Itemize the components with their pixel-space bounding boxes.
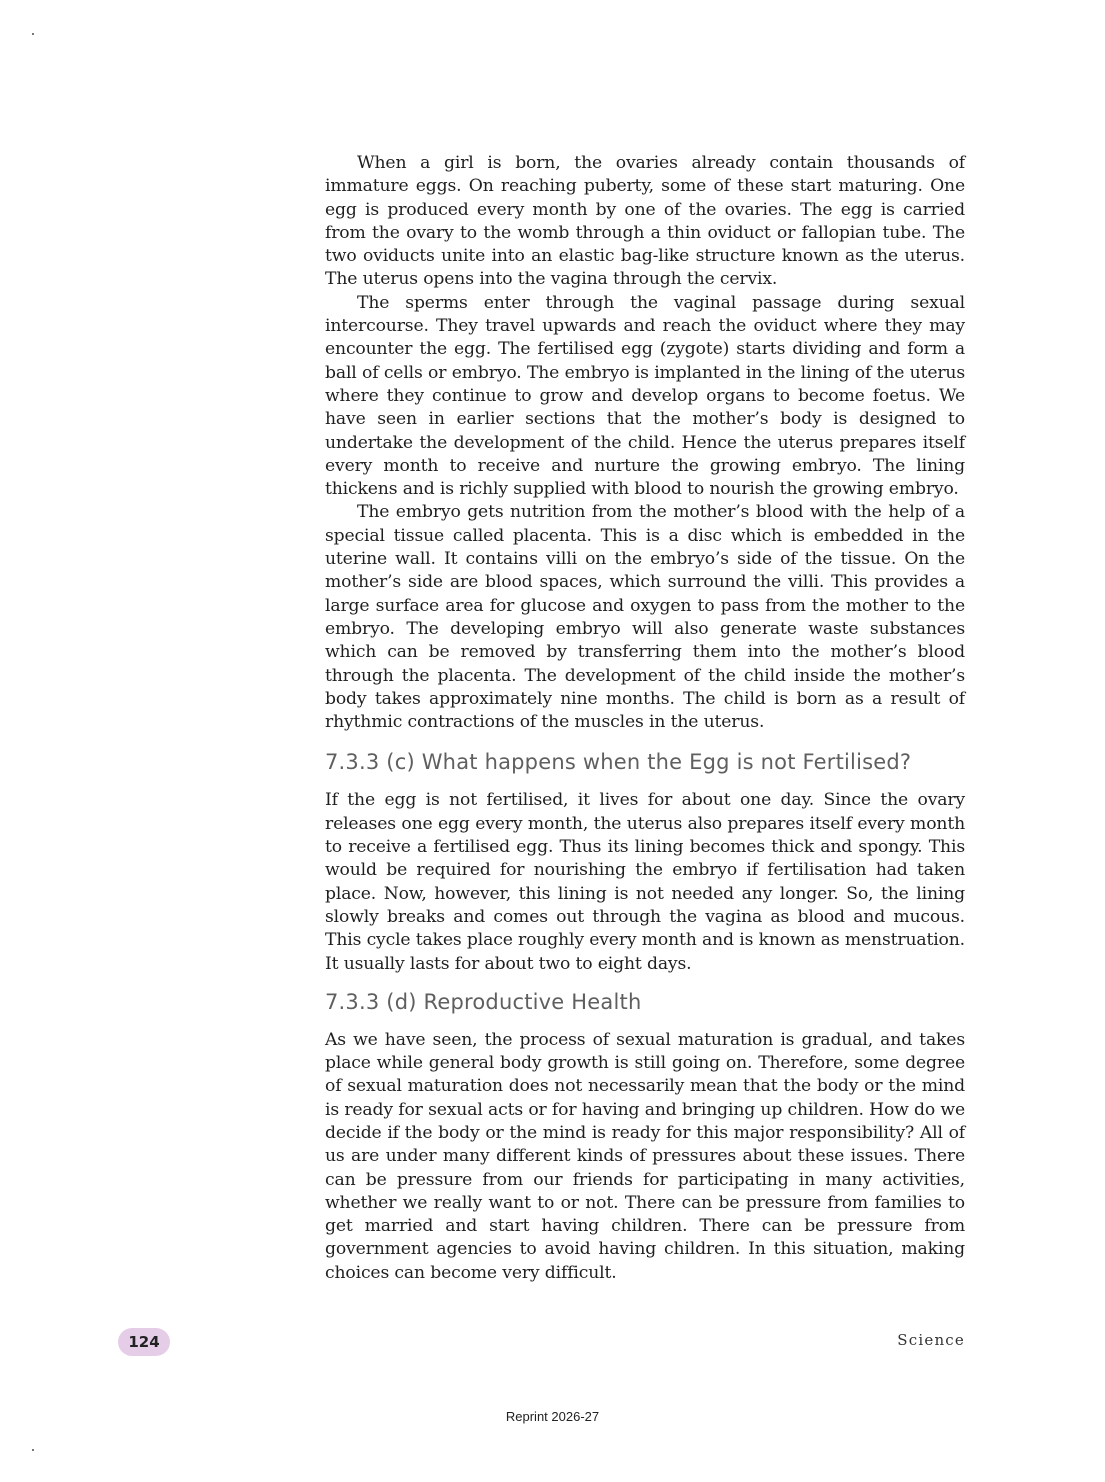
footer-subject: Science <box>897 1331 965 1349</box>
paragraph-ovaries: When a girl is born, the ovaries already contain thousands of immature eggs. On reaching puberty, some of these start maturing. One egg is produced every month by one of the ovaries. The egg is carried from the ovary to the womb through a thin oviduct or fallopian tube. The two oviducts unite into an elastic bag-like structure known as the uterus. The uterus opens into the vagina through the cervix. <box>325 153 965 290</box>
corner-mark-top <box>32 33 34 35</box>
reprint-notice: Reprint 2026-27 <box>505 1409 600 1424</box>
section-heading-reproductive-health: 7.3.3 (d) Reproductive Health <box>325 989 642 1014</box>
paragraph-menstruation: If the egg is not fertilised, it lives for about one day. Since the ovary releases one egg every month, the uterus also prepares itself every month to receive a fertilised egg. Thus its lining becomes thick and spongy. This would be required for nourishing the embryo if fertilisation had taken place. Now, however, this lining is not needed any longer. So, the lining slowly breaks and comes out through the vagina as blood and mucous. This cycle takes place roughly every month and is known as menstruation. It usually lasts for about two to eight days. <box>325 790 965 974</box>
page-content <box>325 152 965 1285</box>
paragraph-reproductive-health: As we have seen, the process of sexual maturation is gradual, and takes place while general body growth is still going on. Therefore, some degree of sexual maturation does not necessarily mean that the body or the mind is ready for sexual acts or for having and bringing up children. How do we decide if the body or the mind is ready for this major responsibility? All of us are under many different kinds of pressures about these issues. There can be pressure from our friends for participating in many activities, whether we really want to or not. There can be pressure from families to get married and start having children. There can be pressure from government agencies to avoid having children. In this situation, making choices can become very difficult. <box>325 1029 965 1283</box>
section-heading-egg-not-fertilised: 7.3.3 (c) What happens when the Egg is not Fertilised? <box>325 750 912 775</box>
page-number-badge: 124 <box>118 1328 170 1356</box>
paragraph-placenta: The embryo gets nutrition from the mother’s blood with the help of a special tissue called placenta. This is a disc which is embedded in the uterine wall. It contains villi on the embryo’s side of the tissue. On the mother’s side are blood spaces, which surround the villi. This provides a large surface area for glucose and oxygen to pass from the mother to the embryo. The developing embryo will also generate waste substances which can be removed by transferring them into the mother’s blood through the placenta. The development of the child inside the mother’s body takes approximately nine months. The child is born as a result of rhythmic contractions of the muscles in the uterus. <box>325 502 965 733</box>
corner-mark-bottom <box>32 1449 34 1451</box>
paragraph-fertilisation: The sperms enter through the vaginal passage during sexual intercourse. They travel upwards and reach the oviduct where they may encounter the egg. The fertilised egg (zygote) starts dividing and form a ball of cells or embryo. The embryo is implanted in the lining of the uterus where they continue to grow and develop organs to become foetus. We have seen in earlier sections that the mother’s body is designed to undertake the development of the child. Hence the uterus prepares itself every month to receive and nurture the growing embryo. The lining thickens and is richly supplied with blood to nourish the growing embryo. <box>325 292 965 500</box>
